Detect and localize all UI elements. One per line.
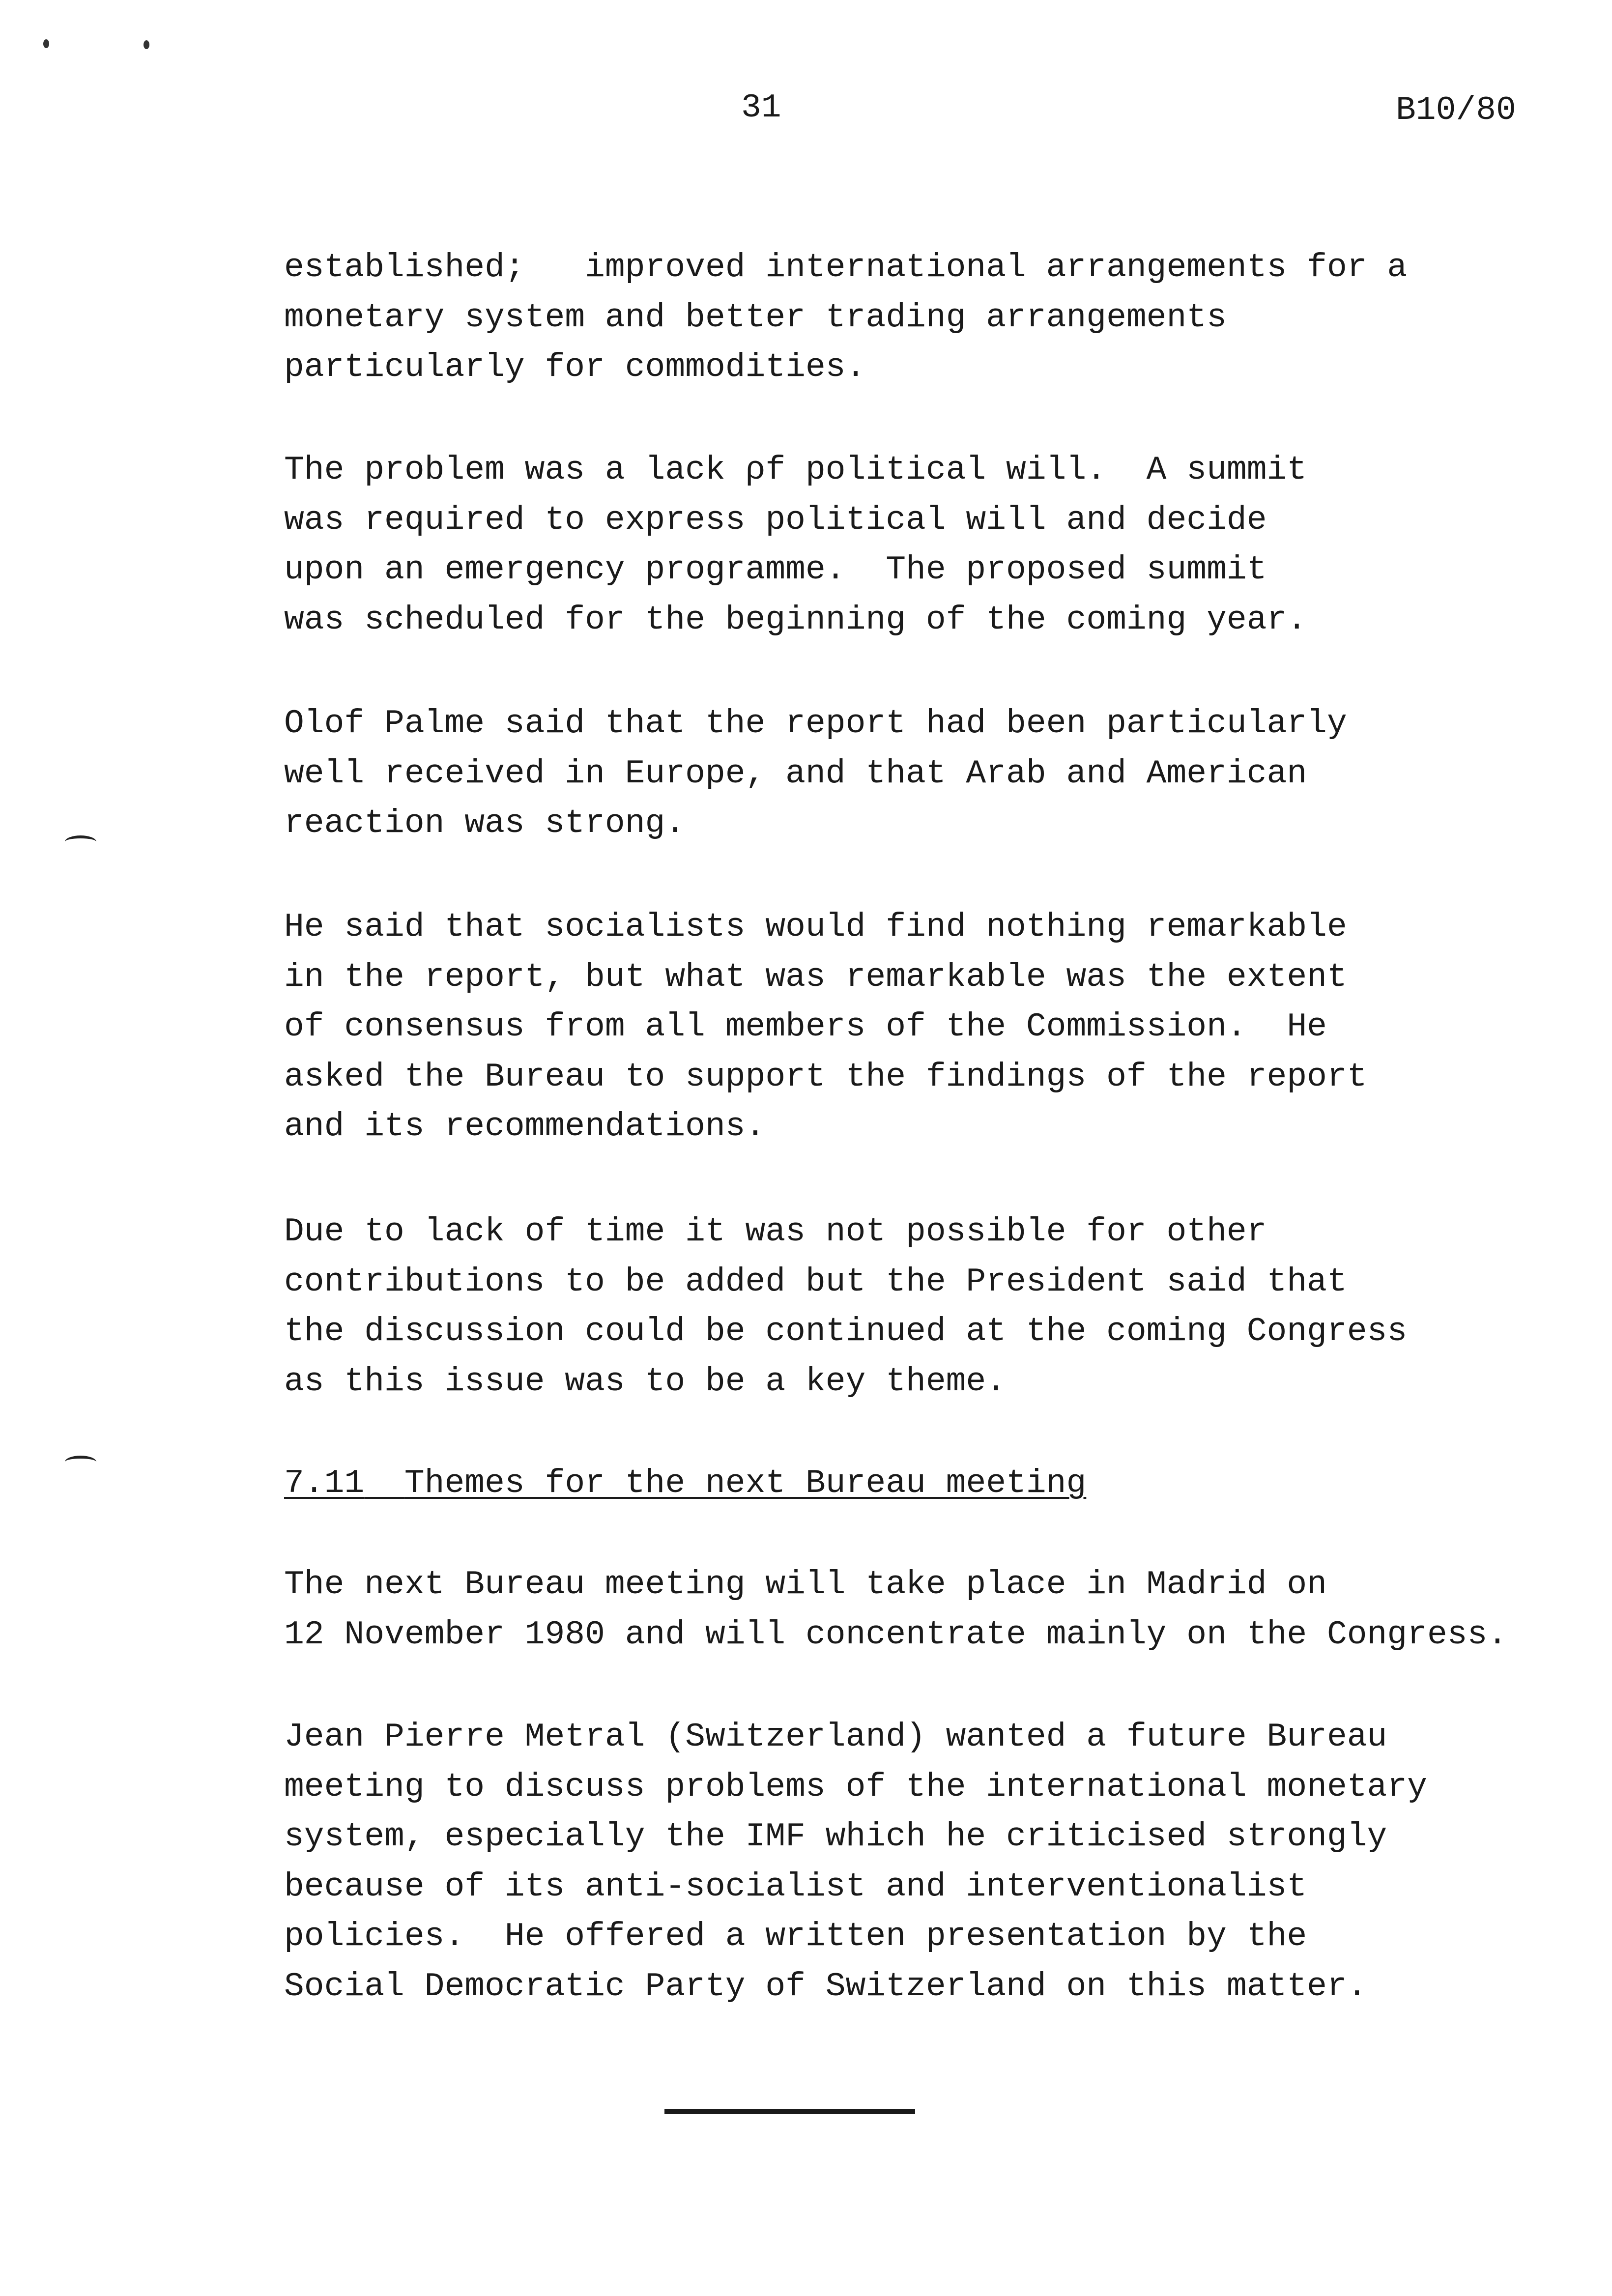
text-line: meeting to discuss problems of the international monetary xyxy=(284,1768,1427,1806)
text-line: monetary system and better trading arrangements xyxy=(284,298,1227,337)
text-line: because of its anti-socialist and interventionalist xyxy=(284,1867,1307,1906)
document-reference: B10/80 xyxy=(1396,91,1516,129)
text-line: established; improved international arrangements for a xyxy=(284,249,1408,287)
paragraph-5 xyxy=(284,1207,1582,1406)
text-line: in the report, but what was remarkable was the extent xyxy=(284,958,1347,996)
section-number: 7.11 xyxy=(284,1464,365,1502)
text-line: well received in Europe, and that Arab and American xyxy=(284,754,1307,793)
text-line: asked the Bureau to support the findings of the report xyxy=(284,1058,1367,1096)
scan-speck xyxy=(144,40,149,49)
text-line: 12 November 1980 and will concentrate mainly on the Congress. xyxy=(284,1615,1508,1654)
text-line: of consensus from all members of the Commission. He xyxy=(284,1008,1327,1046)
page-number: 31 xyxy=(741,89,781,127)
text-line: was required to express political will and decide xyxy=(284,501,1267,539)
end-of-section-rule xyxy=(664,2109,915,2114)
paragraph-1 xyxy=(284,243,1582,393)
text-line: system, especially the IMF which he criticised strongly xyxy=(284,1818,1387,1856)
margin-mark xyxy=(65,835,96,848)
text-line: policies. He offered a written presentation by the xyxy=(284,1918,1307,1955)
paragraph-3 xyxy=(284,699,1582,849)
text-line: The next Bureau meeting will take place in Madrid on xyxy=(284,1566,1327,1604)
text-line: Social Democratic Party of Switzerland on this matter. xyxy=(284,1967,1367,2006)
text-line: He said that socialists would find nothing remarkable xyxy=(284,908,1347,946)
paragraph-2 xyxy=(284,445,1582,645)
scan-speck xyxy=(43,39,49,48)
text-line: Olof Palme said that the report had been particularly xyxy=(284,705,1347,743)
text-line: was scheduled for the beginning of the coming year. xyxy=(284,601,1307,639)
text-line: and its recommendations. xyxy=(284,1108,766,1146)
section-paragraph-2 xyxy=(284,1712,1582,2011)
text-line: The problem was a lack ρf political will. A summit xyxy=(284,451,1307,489)
text-line: contributions to be added but the President said that xyxy=(284,1263,1347,1301)
text-line: reaction was strong. xyxy=(284,804,686,842)
text-line: as this issue was to be a key theme. xyxy=(284,1362,1007,1401)
text-line: particularly for commodities. xyxy=(284,348,866,386)
text-line: the discussion could be continued at the coming Congress xyxy=(284,1313,1408,1350)
paragraph-4 xyxy=(284,902,1582,1152)
text-line: Due to lack of time it was not possible for other xyxy=(284,1213,1267,1251)
section-heading xyxy=(284,1459,1086,1508)
section-title: Themes for the next Bureau meeting xyxy=(404,1464,1087,1502)
text-line: upon an emergency programme. The proposed summit xyxy=(284,551,1267,589)
section-paragraph-1 xyxy=(284,1560,1582,1660)
margin-mark xyxy=(65,1456,96,1468)
text-line: Jean Pierre Metral (Switzerland) wanted a future Bureau xyxy=(284,1718,1387,1756)
